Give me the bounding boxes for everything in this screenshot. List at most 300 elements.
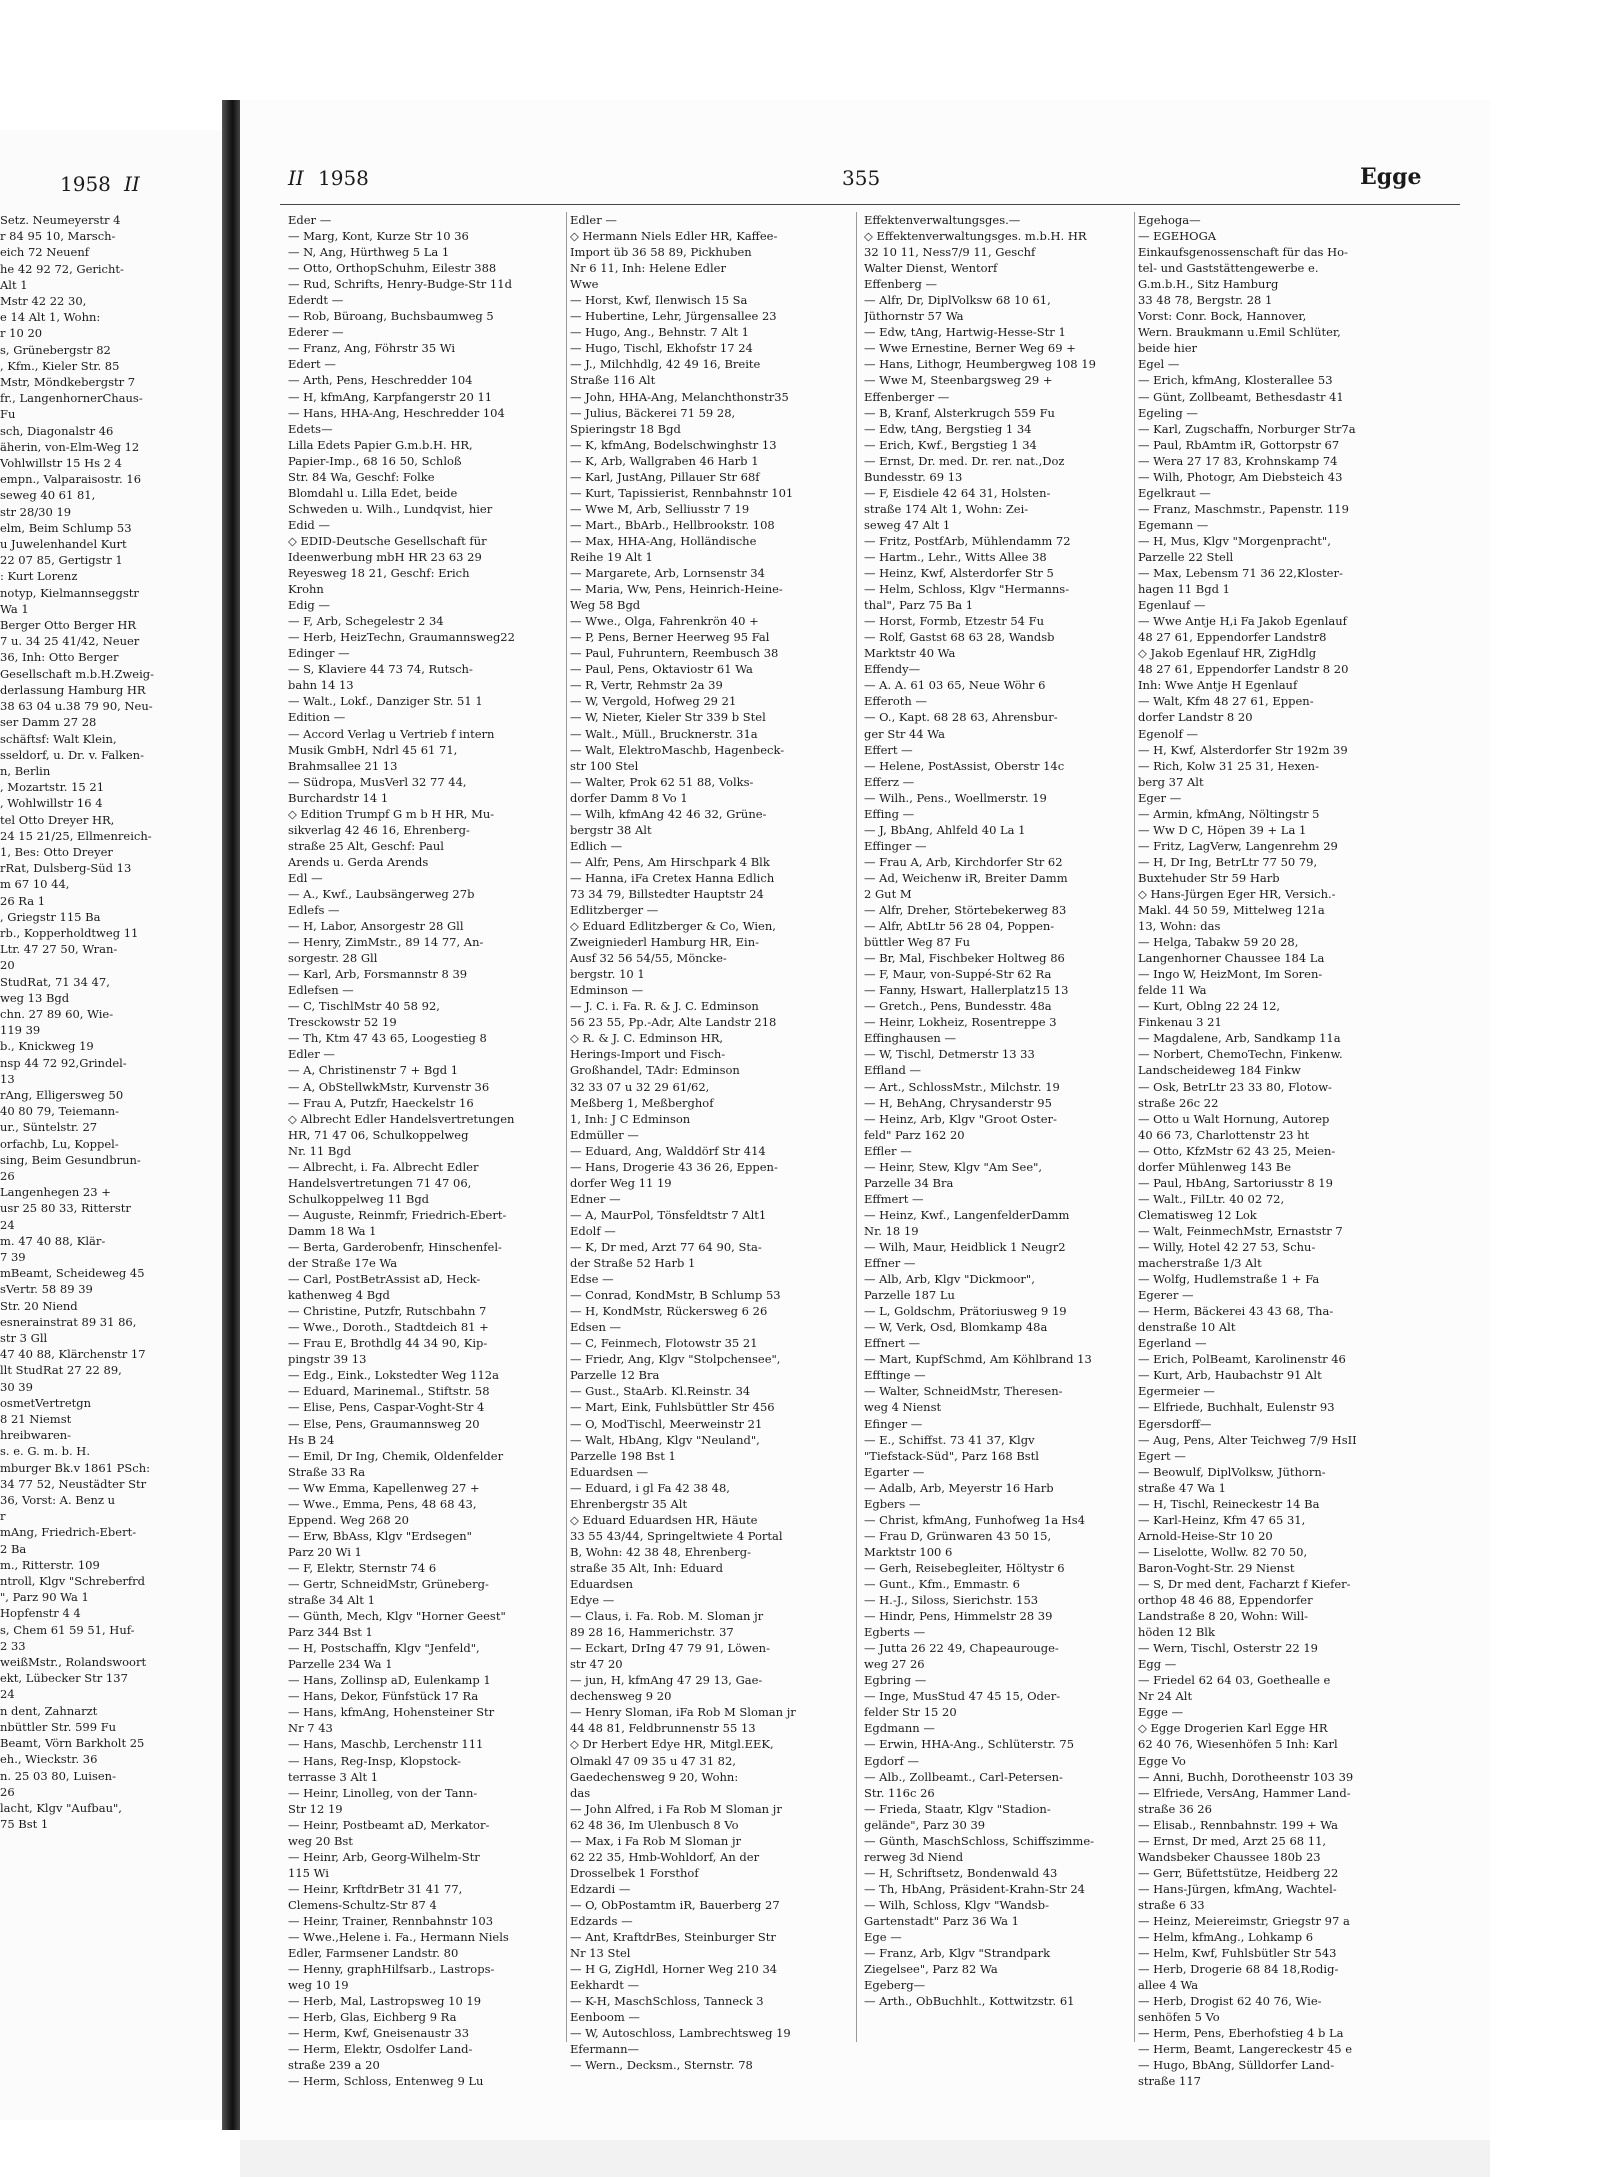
directory-line: Straße 116 Alt <box>570 373 656 388</box>
directory-line: straße 47 Wa 1 <box>1138 1480 1226 1495</box>
directory-line: Egeling — <box>1138 405 1198 420</box>
directory-line: Egeberg— <box>864 1978 926 1993</box>
directory-line: Effinghausen — <box>864 1031 956 1046</box>
directory-line: — Fritz, PostfArb, Mühlendamm 72 <box>864 533 1071 548</box>
directory-line: — R, Vertr, Rehmstr 2a 39 <box>570 678 723 693</box>
directory-line: Egermeier — <box>1138 1384 1215 1399</box>
directory-line: pingstr 39 13 <box>288 1352 367 1367</box>
directory-line: — Anni, Buchh, Dorotheenstr 103 39 <box>1138 1769 1354 1784</box>
directory-line: eh., Wieckstr. 36 <box>0 1752 98 1767</box>
directory-line: — Mart, Eink, Fuhlsbüttler Str 456 <box>570 1400 775 1415</box>
directory-line: Ederdt — <box>288 293 344 308</box>
directory-line: chn. 27 89 60, Wie- <box>0 1006 114 1021</box>
directory-line: macherstraße 1/3 Alt <box>1138 1256 1262 1271</box>
directory-line: Vohlwillstr 15 Hs 2 4 <box>0 456 122 471</box>
directory-line: Str. 20 Niend <box>0 1298 78 1313</box>
directory-line: — Friedr, Ang, Klgv "Stolpchensee", <box>570 1352 781 1367</box>
directory-line: Clemens-Schultz-Str 87 4 <box>288 1897 437 1912</box>
directory-line: Reyesweg 18 21, Geschf: Erich <box>288 566 470 581</box>
directory-column-4 <box>1138 212 1430 2089</box>
directory-line: — Frau D, Grünwaren 43 50 15, <box>864 1528 1052 1543</box>
directory-line: 33 55 43/44, Springeltwiete 4 Portal <box>570 1528 783 1543</box>
directory-line: Ideenwerbung mbH HR 23 63 29 <box>288 549 482 564</box>
directory-line: ◇ EDID-Deutsche Gesellschaft für <box>288 533 487 548</box>
directory-line: 36, Vorst: A. Benz u <box>0 1493 116 1508</box>
directory-line: — Wilh., Pens., Woellmerstr. 19 <box>864 790 1047 805</box>
directory-line: usr 25 80 33, Ritterstr <box>0 1201 131 1216</box>
directory-line: — Kurt, Oblng 22 24 12, <box>1138 999 1281 1014</box>
directory-line: — O., Kapt. 68 28 63, Ahrensbur- <box>864 710 1058 725</box>
directory-line: B, Wohn: 42 38 48, Ehrenberg- <box>570 1544 752 1559</box>
directory-line: — Hans, Reg-Insp, Klopstock- <box>288 1753 461 1768</box>
directory-line: — Wilh, Schloss, Klgv "Wandsb- <box>864 1897 1049 1912</box>
directory-line: — A, ObStellwkMstr, Kurvenstr 36 <box>288 1079 490 1094</box>
directory-line: sch, Diagonalstr 46 <box>0 423 114 438</box>
directory-line: — Franz, Arb, Klgv "Strandpark <box>864 1946 1051 1961</box>
directory-line: thal", Parz 75 Ba 1 <box>864 598 974 613</box>
directory-line: — Inge, MusStud 47 45 15, Oder- <box>864 1689 1061 1704</box>
directory-line: — Erwin, HHA-Ang., Schlüterstr. 75 <box>864 1737 1075 1752</box>
directory-line: — Wwe., Emma, Pens, 48 68 43, <box>288 1496 477 1511</box>
directory-line: 44 48 81, Feldbrunnenstr 55 13 <box>570 1721 756 1736</box>
directory-line: — Erich, Kwf., Bergstieg 1 34 <box>864 437 1037 452</box>
directory-line: Parzelle 198 Bst 1 <box>570 1448 676 1463</box>
directory-line: 26 <box>0 1784 15 1799</box>
directory-line: — Wilh, kfmAng 42 46 32, Grüne- <box>570 806 767 821</box>
directory-line: sVertr. 58 89 39 <box>0 1282 93 1297</box>
directory-line: rAng, Elligersweg 50 <box>0 1087 124 1102</box>
directory-line: — Erw, BbAss, Klgv "Erdsegen" <box>288 1528 472 1543</box>
directory-line: e 14 Alt 1, Wohn: <box>0 310 101 325</box>
directory-line: — Walter, Prok 62 51 88, Volks- <box>570 774 754 789</box>
directory-line: — Wwe M, Steenbargsweg 29 + <box>864 373 1053 388</box>
column-divider <box>566 212 567 2042</box>
directory-line: 26 Ra 1 <box>0 893 46 908</box>
directory-line: 24 <box>0 1687 15 1702</box>
directory-line: ger Str 44 Wa <box>864 726 945 741</box>
directory-line: berg 37 Alt <box>1138 774 1204 789</box>
directory-line: bergstr. 10 1 <box>570 967 645 982</box>
directory-line: — Gerr, Büfettstütze, Heidberg 22 <box>1138 1865 1339 1880</box>
directory-line: osmetVertretgn <box>0 1395 92 1410</box>
directory-line: tel- und Gaststättengewerbe e. <box>1138 261 1319 276</box>
directory-line: Nr 24 Alt <box>1138 1689 1193 1704</box>
directory-line: — Elisab., Rennbahnstr. 199 + Wa <box>1138 1817 1338 1832</box>
directory-line: — Elise, Pens, Caspar-Voght-Str 4 <box>288 1400 485 1415</box>
directory-line: str 47 20 <box>570 1657 623 1672</box>
directory-line: Parzelle 234 Wa 1 <box>288 1657 393 1672</box>
directory-line: 89 28 16, Hammerichstr. 37 <box>570 1625 734 1640</box>
directory-line: Nr. 18 19 <box>864 1223 919 1238</box>
directory-line: dorfer Weg 11 19 <box>570 1175 672 1190</box>
directory-line: Gaedechensweg 9 20, Wohn: <box>570 1769 739 1784</box>
directory-line: — Herb, Drogerie 68 84 18,Rodig- <box>1138 1962 1339 1977</box>
directory-line: — Gerh, Reisebegleiter, Höltystr 6 <box>864 1560 1065 1575</box>
directory-line: — C, TischlMstr 40 58 92, <box>288 999 440 1014</box>
directory-line: Straße 33 Ra <box>288 1464 366 1479</box>
directory-line: ◇ Jakob Egenlauf HR, ZigHdlg <box>1138 646 1317 661</box>
directory-line: — Hans, Maschb, Lerchenstr 111 <box>288 1737 484 1752</box>
directory-line: — Horst, Kwf, Ilenwisch 15 Sa <box>570 293 748 308</box>
directory-line: kathenweg 4 Bgd <box>288 1288 390 1303</box>
directory-line: — Fritz, LagVerw, Langenrehm 29 <box>1138 838 1338 853</box>
directory-line: — Herm, Bäckerei 43 43 68, Tha- <box>1138 1304 1334 1319</box>
directory-line: — Frau A, Putzfr, Haeckelstr 16 <box>288 1095 474 1110</box>
directory-line: — Herm, Beamt, Langereckestr 45 e <box>1138 2042 1353 2057</box>
directory-line: Egerer — <box>1138 1288 1194 1303</box>
directory-line: Effnert — <box>864 1336 921 1351</box>
directory-line: — O, ModTischl, Meerweinstr 21 <box>570 1416 763 1431</box>
directory-line: — Paul, HbAng, Sartoriusstr 8 19 <box>1138 1175 1333 1190</box>
directory-line: Ege — <box>864 1930 902 1945</box>
directory-line: dorfer Landstr 8 20 <box>1138 710 1253 725</box>
directory-line: 115 Wi <box>288 1865 329 1880</box>
directory-line: — Günth, Mech, Klgv "Horner Geest" <box>288 1609 506 1624</box>
directory-line: , Griegstr 115 Ba <box>0 909 101 924</box>
directory-line: Egberts — <box>864 1625 926 1640</box>
directory-line: — H, Schriftsetz, Bondenwald 43 <box>864 1865 1058 1880</box>
directory-line: — Hans, HHA-Ang, Heschredder 104 <box>288 405 505 420</box>
directory-line: Jüthornstr 57 Wa <box>864 309 964 324</box>
directory-line: — Walter, SchneidMstr, Theresen- <box>864 1384 1063 1399</box>
directory-line: — Hanna, iFa Cretex Hanna Edlich <box>570 870 775 885</box>
directory-line: — Herb, Mal, Lastropsweg 10 19 <box>288 1994 482 2009</box>
directory-line: llt StudRat 27 22 89, <box>0 1363 122 1378</box>
directory-line: — Hans, Zollinsp aD, Eulenkamp 1 <box>288 1673 491 1688</box>
directory-line: Eger — <box>1138 790 1182 805</box>
directory-line: — F, Maur, von-Suppé-Str 62 Ra <box>864 967 1052 982</box>
directory-line: — Henny, graphHilfsarb., Lastrops- <box>288 1962 495 1977</box>
directory-line: — W, Nieter, Kieler Str 339 b Stel <box>570 710 766 725</box>
directory-line: ntroll, Klgv "Schreberfrd <box>0 1574 145 1589</box>
directory-line: Fu <box>0 407 16 422</box>
directory-line: — Walt, FeinmechMstr, Ernaststr 7 <box>1138 1223 1343 1238</box>
directory-line: — Wwe M, Arb, Selliusstr 7 19 <box>570 501 750 516</box>
page-header <box>240 166 1490 200</box>
directory-line: 38 63 04 u.38 79 90, Neu- <box>0 699 153 714</box>
directory-line: — Norbert, ChemoTechn, Finkenw. <box>1138 1047 1343 1062</box>
directory-line: felder Str 15 20 <box>864 1705 957 1720</box>
directory-line: Meßberg 1, Meßberghof <box>570 1095 714 1110</box>
directory-line: 2 Gut M <box>864 886 912 901</box>
directory-line: hreibwaren- <box>0 1428 72 1443</box>
directory-line: , Kfm., Kieler Str. 85 <box>0 358 120 373</box>
directory-line: beide hier <box>1138 341 1198 356</box>
directory-line: Bundesstr. 69 13 <box>864 469 963 484</box>
directory-line: — H, Kwf, Alsterdorfer Str 192m 39 <box>1138 742 1348 757</box>
directory-line: straße 6 33 <box>1138 1897 1205 1912</box>
directory-line: s, Chem 61 59 51, Huf- <box>0 1622 135 1637</box>
directory-line: n, Berlin <box>0 763 51 778</box>
directory-line: — Hindr, Pens, Himmelstr 28 39 <box>864 1609 1053 1624</box>
directory-column-2 <box>570 212 840 2073</box>
directory-line: rb., Kopperholdtweg 11 <box>0 925 139 940</box>
directory-line: orthop 48 46 88, Eppendorfer <box>1138 1593 1313 1608</box>
directory-line: Gesellschaft m.b.H.Zweig- <box>0 666 155 681</box>
directory-line: — Kurt, Tapissierist, Rennbahnstr 101 <box>570 485 794 500</box>
directory-line: Parzelle 34 Bra <box>864 1175 954 1190</box>
directory-line: 56 23 55, Pp.-Adr, Alte Landstr 218 <box>570 1015 777 1030</box>
directory-line: Egerland — <box>1138 1336 1207 1351</box>
directory-line: — Edg., Eink., Lokstedter Weg 112a <box>288 1368 499 1383</box>
directory-line: felde 11 Wa <box>1138 983 1207 998</box>
directory-line: StudRat, 71 34 47, <box>0 974 110 989</box>
directory-line: Schweden u. Wilh., Lundqvist, hier <box>288 501 493 516</box>
directory-line: 1, Inh: J C Edminson <box>570 1111 691 1126</box>
directory-line: "Tiefstack-Süd", Parz 168 Bstl <box>864 1448 1039 1463</box>
directory-line: — Heinr, Arb, Georg-Wilhelm-Str <box>288 1849 480 1864</box>
directory-line: — Hartm., Lehr., Witts Allee 38 <box>864 549 1047 564</box>
directory-line: senhöfen 5 Vo <box>1138 2010 1220 2025</box>
directory-line: , Wohlwillstr 16 4 <box>0 796 103 811</box>
directory-line: — Aug, Pens, Alter Teichweg 7/9 HsII <box>1138 1432 1357 1447</box>
directory-line: höden 12 Blk <box>1138 1625 1215 1640</box>
directory-line: — Edw, tAng, Bergstieg 1 34 <box>864 421 1032 436</box>
directory-line: — Paul, Fuhruntern, Reembusch 38 <box>570 646 779 661</box>
directory-line: — Walt., Lokf., Danziger Str. 51 1 <box>288 694 483 709</box>
directory-line: — Willy, Hotel 42 27 53, Schu- <box>1138 1240 1316 1254</box>
directory-line: Schulkoppelweg 11 Bgd <box>288 1191 430 1206</box>
directory-line: — Wolfg, Hudlemstraße 1 + Fa <box>1138 1272 1320 1287</box>
directory-line: — jun, H, kfmAng 47 29 13, Gae- <box>570 1673 763 1688</box>
directory-line: Parzelle 22 Stell <box>1138 549 1234 564</box>
directory-line: feld" Parz 162 20 <box>864 1127 965 1142</box>
directory-line: — Günth, MaschSchloss, Schiffszimme- <box>864 1833 1095 1848</box>
left-page <box>0 130 222 2120</box>
directory-line: — Heinr, Postbeamt aD, Merkator- <box>288 1817 490 1832</box>
directory-line: — C, Feinmech, Flotowstr 35 21 <box>570 1336 758 1351</box>
directory-line: — Armin, kfmAng, Nöltingstr 5 <box>1138 806 1320 821</box>
directory-line: — Ernst, Dr med, Arzt 25 68 11, <box>1138 1833 1327 1848</box>
directory-line: m., Ritterstr. 109 <box>0 1557 100 1572</box>
directory-line: notyp, Kielmannseggstr <box>0 585 139 600</box>
directory-line: — Ww Emma, Kapellenweg 27 + <box>288 1480 480 1495</box>
directory-line: Burchardstr 14 1 <box>288 790 389 805</box>
directory-line: Wwe <box>570 277 599 292</box>
directory-line: Egenolf — <box>1138 726 1198 741</box>
directory-line: Blomdahl u. Lilla Edet, beide <box>288 485 458 500</box>
directory-line: — Hugo, Ang., Behnstr. 7 Alt 1 <box>570 325 749 340</box>
directory-line: Edlich — <box>570 838 623 853</box>
directory-line: Nr 6 11, Inh: Helene Edler <box>570 261 726 276</box>
directory-line: — Beowulf, DiplVolksw, Jüthorn- <box>1138 1464 1326 1479</box>
directory-line: — Herm, Kwf, Gneisenaustr 33 <box>288 2026 470 2041</box>
directory-line: Eduardsen — <box>570 1464 649 1479</box>
directory-line: Edner — <box>570 1191 621 1206</box>
directory-line: Eduardsen <box>570 1576 633 1591</box>
directory-line: — Herb, HeizTechn, Graumannsweg22 <box>288 630 515 645</box>
directory-line: — Günt, Zollbeamt, Bethesdastr 41 <box>1138 389 1344 404</box>
directory-line: — Br, Mal, Fischbeker Holtweg 86 <box>864 951 1065 966</box>
directory-line: — K, Arb, Wallgraben 46 Harb 1 <box>570 453 759 468</box>
directory-line: — H, Labor, Ansorgestr 28 Gll <box>288 919 464 934</box>
directory-line: Vorst: Conr. Bock, Hannover, <box>1138 309 1307 324</box>
directory-line: Ltr. 47 27 50, Wran- <box>0 942 118 957</box>
directory-line: Effendy— <box>864 662 921 677</box>
directory-line: Edolf — <box>570 1223 616 1238</box>
directory-line: Nr. 11 Bgd <box>288 1143 352 1158</box>
directory-line: Ziegelsee", Parz 82 Wa <box>864 1962 998 1977</box>
directory-line: — Wwe Ernestine, Berner Weg 69 + <box>864 341 1076 356</box>
directory-line: Hopfenstr 4 4 <box>0 1606 81 1621</box>
directory-line: Gartenstadt" Parz 36 Wa 1 <box>864 1913 1019 1928</box>
directory-line: das <box>570 1785 591 1800</box>
directory-line: Egersdorff— <box>1138 1416 1212 1431</box>
directory-line: — Gunt., Kfm., Emmastr. 6 <box>864 1576 1020 1591</box>
directory-line: der Straße 52 Harb 1 <box>570 1256 696 1271</box>
directory-line: — O, ObPostamtm iR, Bauerberg 27 <box>570 1897 780 1912</box>
directory-line: — Hubertine, Lehr, Jürgensallee 23 <box>570 309 777 324</box>
directory-line: 13, Wohn: das <box>1138 919 1221 934</box>
directory-line: — John Alfred, i Fa Rob M Sloman jr <box>570 1801 782 1816</box>
directory-line: Edert — <box>288 357 336 372</box>
directory-line: — Arth., ObBuchhlt., Kottwitzstr. 61 <box>864 1994 1075 2009</box>
directory-line: Langenhorner Chaussee 184 La <box>1138 951 1325 966</box>
directory-line: Edler, Farmsener Landstr. 80 <box>288 1946 459 1961</box>
directory-line: denstraße 10 Alt <box>1138 1320 1236 1335</box>
directory-line: dechensweg 9 20 <box>570 1689 672 1704</box>
directory-line: — Julius, Bäckerei 71 59 28, <box>570 405 736 420</box>
directory-line: dorfer Damm 8 Vo 1 <box>570 790 688 805</box>
directory-line: Effler — <box>864 1143 912 1158</box>
directory-line: 36, Inh: Otto Berger <box>0 650 119 665</box>
directory-line: — H, BehAng, Chrysanderstr 95 <box>864 1095 1052 1110</box>
directory-line: — F, Elektr, Sternstr 74 6 <box>288 1560 437 1575</box>
directory-line: — Max, i Fa Rob M Sloman jr <box>570 1833 742 1848</box>
directory-line: n dent, Zahnarzt <box>0 1703 98 1718</box>
directory-line: Handelsvertretungen 71 47 06, <box>288 1175 472 1190</box>
directory-line: , Mozartstr. 15 21 <box>0 780 105 795</box>
directory-line: b., Knickweg 19 <box>0 1039 94 1054</box>
directory-line: derlassung Hamburg HR <box>0 682 146 697</box>
left-page-roman: II <box>124 172 140 196</box>
directory-line: Marktstr 100 6 <box>864 1544 953 1559</box>
directory-line: 26 <box>0 1168 15 1183</box>
directory-line: Str 12 19 <box>288 1801 343 1816</box>
directory-line: äherin, von-Elm-Weg 12 <box>0 439 140 454</box>
directory-line: Edzardi — <box>570 1881 631 1896</box>
directory-line: Egemann — <box>1138 517 1209 532</box>
column-divider <box>856 212 857 2042</box>
directory-line: — Gretch., Pens, Bundesstr. 48a <box>864 999 1052 1014</box>
directory-line: — H.-J., Siloss, Sierichstr. 153 <box>864 1593 1039 1608</box>
directory-line: — Wilh, Photogr, Am Diebsteich 43 <box>1138 469 1343 484</box>
directory-line: mAng, Friedrich-Ebert- <box>0 1525 137 1540</box>
directory-line: Makl. 44 50 59, Mittelweg 121a <box>1138 903 1325 918</box>
directory-line: Edid — <box>288 517 330 532</box>
directory-line: Effland — <box>864 1063 922 1078</box>
directory-line: ◇ R. & J. C. Edminson HR, <box>570 1031 724 1046</box>
directory-line: Egel — <box>1138 357 1180 372</box>
directory-line: — S, Klaviere 44 73 74, Rutsch- <box>288 662 473 677</box>
directory-line: str 3 Gll <box>0 1331 48 1346</box>
directory-line: — Auguste, Reinmfr, Friedrich-Ebert- <box>288 1207 507 1222</box>
directory-line: — Heinz, Meiereimstr, Griegstr 97 a <box>1138 1913 1350 1928</box>
directory-line: Ehrenbergstr 35 Alt <box>570 1496 688 1511</box>
directory-line: weg 27 26 <box>864 1657 925 1672</box>
directory-line: Ausf 32 56 54/55, Mönckе- <box>570 951 727 966</box>
directory-line: — Magdalene, Arb, Sandkamp 11a <box>1138 1031 1341 1046</box>
directory-line: orfachb, Lu, Koppel- <box>0 1136 119 1151</box>
directory-line: Eenboom — <box>570 2010 640 2025</box>
directory-line: — W, Tischl, Detmerstr 13 33 <box>864 1047 1035 1062</box>
directory-line: Clematisweg 12 Lok <box>1138 1207 1257 1222</box>
directory-line: Walter Dienst, Wentorf <box>864 261 998 276</box>
directory-line: — Ww D C, Höpen 39 + La 1 <box>1138 822 1307 837</box>
directory-line: r 84 95 10, Marsch- <box>0 229 116 244</box>
directory-line: — Erich, PolBeamt, Karolinenstr 46 <box>1138 1352 1346 1367</box>
directory-line: — Heinr, KrftdrBetr 31 41 77, <box>288 1881 463 1896</box>
directory-line: — A, Christinenstr 7 + Bgd 1 <box>288 1063 459 1078</box>
directory-line: 13 <box>0 1071 15 1086</box>
directory-line: schäftsf: Walt Klein, <box>0 731 117 746</box>
directory-line: — K, kfmAng, Bodelschwinghstr 13 <box>570 437 777 452</box>
directory-line: ◇ Effektenverwaltungsges. m.b.H. HR <box>864 229 1087 244</box>
directory-line: — A., Kwf., Laubsängerweg 27b <box>288 886 475 901</box>
directory-line: Egge Vo <box>1138 1753 1186 1768</box>
directory-line: Arnold-Heise-Str 10 20 <box>1138 1528 1273 1543</box>
directory-line: — F, Eisdiele 42 64 31, Holsten- <box>864 485 1051 500</box>
directory-line: Egarter — <box>864 1464 925 1479</box>
directory-line: — W, Verk, Osd, Blomkamp 48a <box>864 1320 1048 1335</box>
directory-line: Mstr 42 22 30, <box>0 294 87 309</box>
directory-line: sseldorf, u. Dr. v. Falken- <box>0 747 144 762</box>
directory-line: r 10 20 <box>0 326 43 341</box>
directory-line: — Art., SchlossMstr., Milchstr. 19 <box>864 1079 1060 1094</box>
directory-line: — Conrad, KondMstr, B Schlump 53 <box>570 1288 781 1303</box>
directory-line: — H, Postschaffn, Klgv "Jenfeld", <box>288 1641 480 1656</box>
directory-line: — Elfriede, VersAng, Hammer Land- <box>1138 1785 1351 1800</box>
directory-line: sikverlag 42 46 16, Ehrenberg- <box>288 822 470 837</box>
directory-line: weg 4 Nienst <box>864 1400 942 1415</box>
directory-line: mBeamt, Scheideweg 45 <box>0 1266 145 1281</box>
directory-line: Efftinge — <box>864 1368 926 1383</box>
directory-line: — Heinr, Linolleg, von der Tann- <box>288 1785 478 1800</box>
directory-line: Ederer — <box>288 325 344 340</box>
directory-line: Effenberger — <box>864 389 950 404</box>
directory-line: 32 10 11, Ness7/9 11, Geschf <box>864 245 1036 260</box>
directory-line: — Accord Verlag u Vertrieb f intern <box>288 726 495 741</box>
directory-line: — Franz, Ang, Föhrstr 35 Wi <box>288 341 456 356</box>
directory-line: — Helene, PostAssist, Oberstr 14c <box>864 758 1065 773</box>
page-bottom-edge <box>240 2140 1490 2177</box>
directory-line: — L, Goldschm, Prätoriusweg 9 19 <box>864 1304 1067 1319</box>
directory-line: — Gertr, SchneidMstr, Grüneberg- <box>288 1576 489 1591</box>
directory-line: Effenberg — <box>864 277 937 292</box>
directory-line: Egehoga— <box>1138 213 1201 227</box>
directory-line: lacht, Klgv "Aufbau", <box>0 1800 122 1815</box>
directory-line: — A, MaurPol, Tönsfeldtstr 7 Alt1 <box>570 1207 767 1222</box>
directory-line: Edsen — <box>570 1320 622 1335</box>
directory-line: 7 39 <box>0 1250 26 1264</box>
directory-line: 48 27 61, Eppendorfer Landstr8 <box>1138 630 1327 645</box>
directory-line: ◇ Edition Trumpf G m b H HR, Mu- <box>288 806 495 821</box>
directory-line: weg 20 Bst <box>288 1833 353 1848</box>
directory-line: Großhandel, TAdr: Edminson <box>570 1063 740 1078</box>
directory-line: — Max, HHA-Ang, Holländische <box>570 533 757 548</box>
directory-line: Berger Otto Berger HR <box>0 618 137 633</box>
directory-line: straße 117 <box>1138 2074 1201 2089</box>
directory-line: — Albrecht, i. Fa. Albrecht Edler <box>288 1159 479 1174</box>
directory-line: — Walt, ElektroMaschb, Hagenbeck- <box>570 742 785 757</box>
directory-line: Alt 1 <box>0 277 28 292</box>
directory-line: — Alfr, Pens, Am Hirschpark 4 Blk <box>570 854 770 869</box>
directory-line: Efinger — <box>864 1416 923 1431</box>
directory-line: Wern. Braukmann u.Emil Schlüter, <box>1138 325 1341 340</box>
directory-line: nsp 44 72 92,Grindel- <box>0 1055 127 1070</box>
directory-line: — K-H, MaschSchloss, Tanneck 3 <box>570 1994 764 2009</box>
directory-line: — Helm, Kwf, Fuhlsbütler Str 543 <box>1138 1946 1337 1961</box>
